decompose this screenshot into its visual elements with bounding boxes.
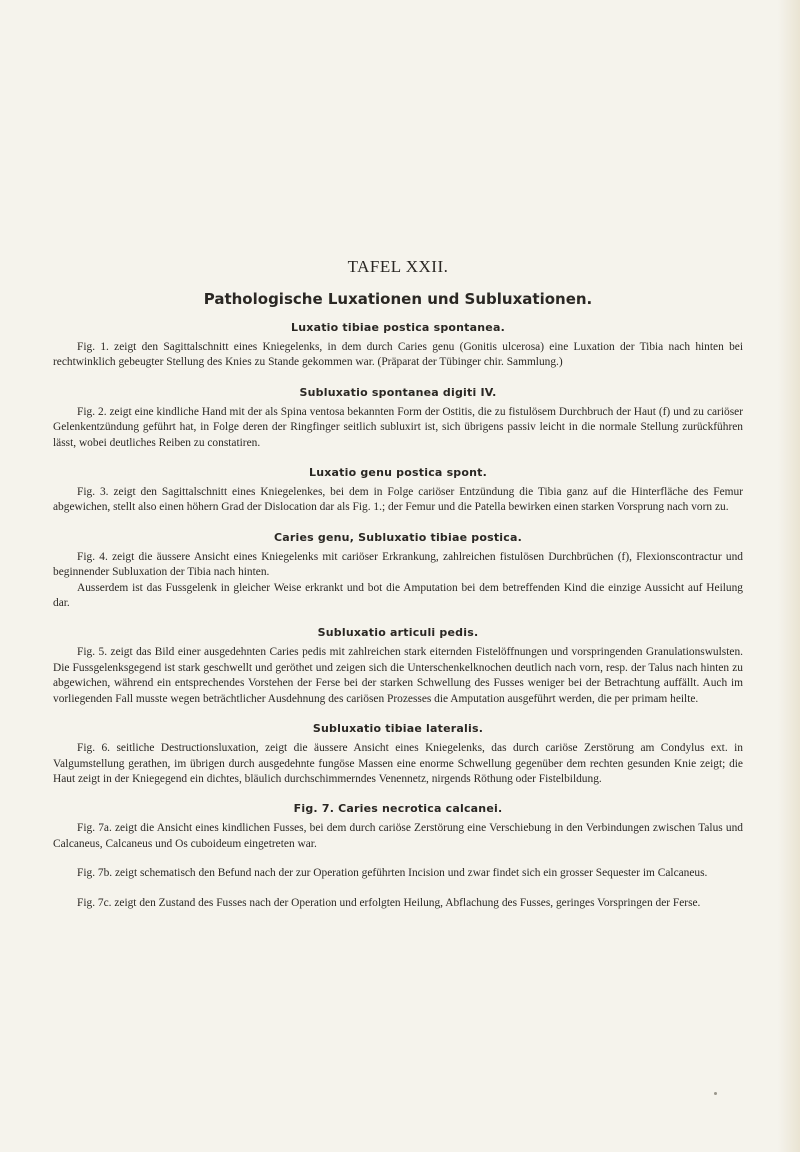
page-edge-shade <box>778 0 800 1152</box>
section-subluxatio-lateralis <box>53 722 743 787</box>
paragraph: Fig. 7a. zeigt die Ansicht eines kindlichen Fusses, bei dem durch cariöse Zerstörung eine Verschiebung in den Verbindungen zwischen Talus und Calcaneus, Calcaneus und Os cuboideum eingetreten war. <box>53 822 743 850</box>
section-subluxatio-pedis <box>53 626 743 707</box>
paragraph: Fig. 1. zeigt den Sagittalschnitt eines Kniegelenks, in dem durch Caries genu (Gonitis ulcerosa) eine Luxation der Tibia nach hinten bei rechtwinklich gebeugter Stellung des Knies zu Stande gekommen war. (Präparat der Tübinger chir. Sammlung.) <box>53 341 743 369</box>
paragraph: Fig. 2. zeigt eine kindliche Hand mit der als Spina ventosa bekannten Form der Ostitis, die zu fistulösem Durchbruch der Haut (f) und zu cariöser Gelenkentzündung geführt hat, in Folge deren der Ringfinger seitlich subluxirt ist, sich übrigens passiv leicht in die normale Stellung zurückführen lässt, wobei deutliches Reiben zu constatiren. <box>53 405 743 449</box>
section-caries-genu <box>53 531 743 612</box>
section-heading: Caries genu, Subluxatio tibiae postica. <box>273 530 522 544</box>
main-title: Pathologische Luxationen und Subluxationen. <box>203 290 593 308</box>
section-luxatio-tibiae <box>53 321 743 371</box>
paragraph: Ausserdem ist das Fussgelenk in gleicher Weise erkrankt und bot die Amputation bei dem betreffenden Kind die einzige Aussicht auf Heilung dar. <box>53 581 743 610</box>
section-luxatio-genu <box>53 466 743 516</box>
paragraph: Fig. 3. zeigt den Sagittalschnitt eines Kniegelenkes, bei dem in Folge cariöser Entzündung die Tibia ganz auf die Hinterfläche des Femur abgewichen, stellt also einen höhern Grad der Dislocation dar als Fig. 1.; der Femur und die Patella bewirken einen starken Vorsprung nach vorn zu. <box>53 486 743 514</box>
paragraph: Fig. 7c. zeigt den Zustand des Fusses nach der Operation und erfolgten Heilung, Abflachung des Fusses, geringes Vorspringen der Ferse. <box>77 896 701 909</box>
section-heading: Subluxatio tibiae lateralis. <box>312 722 484 736</box>
section-caries-calcanei <box>53 802 743 911</box>
section-heading: Subluxatio articuli pedis. <box>317 626 479 640</box>
section-heading: Luxatio genu postica spont. <box>308 466 488 480</box>
section-heading: Fig. 7. Caries necrotica calcanei. <box>293 802 503 816</box>
paragraph: Fig. 4. zeigt die äussere Ansicht eines Kniegelenks mit cariöser Erkrankung, zahlreichen fistulösen Durchbrüchen (f), Flexionscontractur und beginnender Subluxation der Tibia nach hinten. <box>53 550 743 579</box>
plate-title: TAFEL XXII. <box>347 257 449 276</box>
section-heading: Luxatio tibiae postica spontanea. <box>291 321 505 334</box>
paper-speck <box>714 1092 717 1095</box>
paragraph: Fig. 5. zeigt das Bild einer ausgedehnten Caries pedis mit zahlreichen stark eiternden Fistelöffnungen und vorspringenden Granulationswulsten. Die Fussgelenksgegend ist stark geschwellt und geröthet und zeigen sich die Unterschenkelknochen deutlich nach vorn, resp. der Talus nach hinten zu abgewichen, während ein entsprechendes Vorstehen der Ferse bei der starken Schwellung des Fusses weniger bei der Betrachtung auffällt. Auch im vorliegenden Fall musste wegen beträchtlicher Ausdehnung des cariösen Prozesses die Amputation ausgeführt werden, die per primam heilte. <box>53 646 743 705</box>
plate-text <box>53 257 743 926</box>
section-subluxatio-digiti <box>53 386 743 451</box>
paragraph: Fig. 7b. zeigt schematisch den Befund nach der zur Operation geführten Incision und zwar findet sich ein grosser Sequester im Calcaneus. <box>77 867 708 880</box>
section-heading: Subluxatio spontanea digiti IV. <box>299 385 497 399</box>
paragraph: Fig. 6. seitliche Destructionsluxation, zeigt die äussere Ansicht eines Kniegelenks, das durch cariöse Zerstörung am Condylus ext. in Valgumstellung gerathen, im übrigen durch ausgedehnte fungöse Massen eine enorme Schwellung gegenüber dem rechten gesunden Knie zeigt; die Haut zeigt in der Kniegegend ein dichtes, bläulich durchschimmerndes Venennetz, nirgends Röthung oder Fistelbildung. <box>53 742 743 785</box>
